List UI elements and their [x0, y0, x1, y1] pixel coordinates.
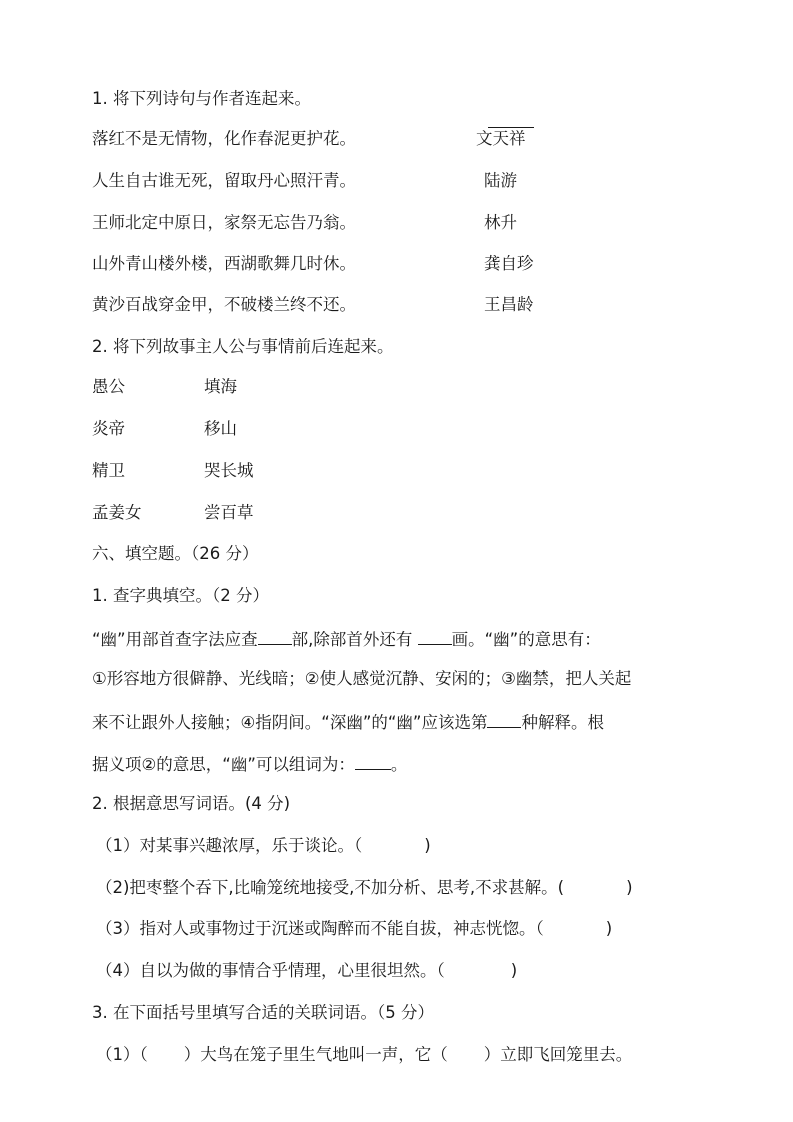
dict-question-title: 1. 查字典填空。（2 分） — [92, 586, 269, 605]
dict-text-1a: “幽”用部首查字法应查 — [92, 630, 258, 649]
person-3: 精卫 — [92, 461, 125, 480]
poem-line-2: 人生自古谁无死，留取丹心照汗青。 — [92, 171, 356, 190]
poem-line-1: 落红不是无情物，化作春泥更护花。 — [92, 129, 356, 148]
close-paren-3: ) — [605, 919, 613, 938]
radical-blank[interactable] — [258, 627, 292, 645]
meaning-item-1 — [96, 835, 431, 857]
stroke-count-blank[interactable] — [418, 627, 452, 645]
meaning-item-3-text: （3）指对人或事物过于沉迷或陶醉而不能自拔，神志恍惚。（ — [96, 919, 544, 938]
dict-text-3b: 种解释。根 — [521, 713, 604, 732]
meaning-item-2-text: （2)把枣整个吞下,比喻笼统地接受,不加分析、思考,不求甚解。( — [96, 878, 565, 897]
dict-line-3 — [92, 710, 604, 734]
author-2: 陆游 — [484, 171, 517, 190]
meaning-choice-blank[interactable] — [487, 710, 521, 728]
conj-text-1a: （1）（ — [96, 1045, 148, 1064]
dict-line-4 — [92, 752, 407, 776]
person-4: 孟姜女 — [92, 503, 142, 522]
dict-text-4a: 据义项②的意思，“幽”可以组词为： — [92, 755, 355, 774]
meaning-question-title: 2. 根据意思写词语。(4 分) — [92, 794, 291, 813]
event-1: 填海 — [204, 377, 237, 396]
person-1: 愚公 — [92, 377, 125, 396]
meaning-item-2 — [96, 877, 633, 899]
poem-line-3: 王师北定中原日，家祭无忘告乃翁。 — [92, 213, 356, 232]
conj-item-1 — [96, 1044, 632, 1066]
person-2: 炎帝 — [92, 419, 125, 438]
question-2-title: 2. 将下列故事主人公与事情前后连起来。 — [92, 337, 394, 356]
dict-text-3a: 来不让跟外人接触；④指阴间。“深幽”的“幽”应该选第 — [92, 713, 488, 732]
author-4: 龚自珍 — [484, 254, 534, 273]
close-paren-2: ) — [626, 878, 633, 897]
close-paren-4: ) — [510, 961, 518, 980]
author-3: 林升 — [484, 213, 517, 232]
event-3: 哭长城 — [204, 461, 254, 480]
poem-line-4: 山外青山楼外楼，西湖歌舞几时休。 — [92, 254, 356, 273]
conj-text-1c: ）立即飞回笼里去。 — [483, 1045, 633, 1064]
event-4: 尝百草 — [204, 503, 254, 522]
dict-line-2: ①形容地方很僻静、光线暗；②使人感觉沉静、安闲的；③幽禁，把人关起 — [92, 669, 632, 688]
dict-text-1c: 画。“幽”的意思有： — [451, 630, 601, 649]
question-1-title: 1. 将下列诗句与作者连起来。 — [92, 89, 311, 108]
author-1-overline — [488, 127, 534, 128]
close-paren-1: ) — [424, 836, 431, 855]
author-1: 文天祥 — [476, 129, 526, 148]
meaning-item-4-text: （4）自以为做的事情合乎情理，心里很坦然。（ — [96, 961, 445, 980]
dict-text-4b: 。 — [390, 755, 408, 774]
dict-line-1 — [92, 627, 601, 651]
dict-text-1b: 部,除部首外还有 — [291, 630, 418, 649]
word-blank[interactable] — [355, 752, 391, 770]
event-2: 移山 — [204, 419, 237, 438]
meaning-item-4 — [96, 960, 517, 982]
conj-question-title: 3. 在下面括号里填写合适的关联词语。（5 分） — [92, 1003, 434, 1022]
section-6-title: 六、填空题。（26 分） — [92, 544, 259, 563]
meaning-item-1-text: （1）对某事兴趣浓厚，乐于谈论。（ — [96, 836, 363, 855]
meaning-item-3 — [96, 918, 612, 940]
author-5: 王昌龄 — [484, 295, 534, 314]
conj-text-1b: ）大鸟在笼子里生气地叫一声，它（ — [183, 1045, 448, 1064]
poem-line-5: 黄沙百战穿金甲，不破楼兰终不还。 — [92, 295, 356, 314]
